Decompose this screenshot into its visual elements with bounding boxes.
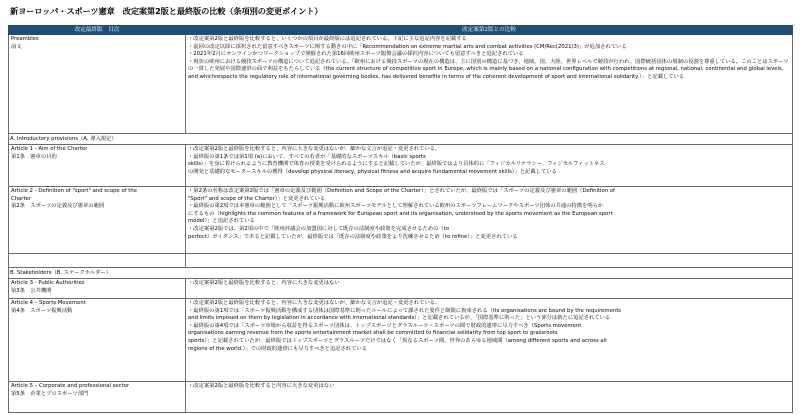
row-label-ja: 第2条 スポーツの定義及び憲章の範囲 — [11, 203, 105, 210]
spacer-cell — [9, 254, 186, 268]
table-row — [9, 187, 793, 254]
row-content-article2 — [186, 187, 793, 254]
list-item: ・現状の欧州における競技スポーツの構造について追記されている。「欧州における競技スポーツの現在の構造は、主に国別の構造に基づき、地域、国、大陸、世界レベルで競技が行われ、国際統括団体の規制の役割を尊重している。このことはスポーツの一貫した発展や国際連帯の面で利益をもたらしている（the current structure of competitive sport in Europe, which is mainly based on a national configuration with competitions at regional, national, continental and global levels, and whichrespects the regulatory role of international governing bodies, has delivered benefits in terms of the coherent development of sport and international solidarity.）」と記載している — [188, 58, 789, 80]
row-content-article1 — [186, 145, 793, 187]
list-item: perfect）ガイダンス」であると記載していたが、最終版では「既存の法制度や政策をより洗練させるため（to refine）」と変更されている — [188, 233, 518, 240]
list-item: ・前回の改定以降に採択された留意すべきスポーツに関する動きの中に「Recommendation on extreme martial arts and combat activities (CM/Rec(2021)3)」が追加されている — [188, 43, 627, 50]
spacer-cell — [186, 254, 793, 268]
row-label-article3 — [9, 279, 186, 299]
row-content-preambles — [186, 35, 793, 134]
list-item: ・最終版の第2項では本憲章の範囲として「スポーツ振興活動に欧州スポーツモデルとして理解されている欧州のスポーツフレームワークやスポーツ団体の共通の特徴を明らか — [188, 203, 604, 210]
table-header-row — [9, 26, 793, 35]
header-comparison: 改定案第2版との比較 — [186, 26, 793, 35]
comparison-table — [8, 25, 793, 413]
row-content-article4 — [186, 299, 793, 382]
row-label-en: Article 5 – Corporate and professional sector — [11, 383, 130, 389]
row-label-ja: 第1条 憲章の目的 — [11, 153, 57, 160]
list-item: ・改定案第2版と最終版を比較すると、内容に大きな変更はない — [188, 280, 340, 286]
header-toc: 改定最終版 目次 — [9, 26, 186, 35]
row-label-ja: 第4条 スポーツ振興活動 — [11, 307, 73, 314]
section-row-a — [9, 134, 793, 145]
section-row-b — [9, 268, 793, 279]
list-item: ・改定案第2版と最終版を比較すると、内容に大きな変更はないが、細かな文言が追記・変更されている。 — [188, 300, 441, 306]
row-label-en: Article 4 – Sports Movement — [11, 300, 86, 306]
list-item: にするもの（highlights the common features of a framework for European sport and its organisation, understood by the sports movement as the European sport — [188, 210, 613, 217]
document-title: 新ヨーロッパ・スポーツ憲章 改定案第2版と最終版の比較（条項別の変更ポイント） — [10, 6, 323, 16]
row-label-en: Article 1 - Aim of the Charter — [11, 146, 88, 152]
table-row — [9, 35, 793, 134]
row-content-article5 — [186, 382, 793, 413]
table-row — [9, 145, 793, 187]
list-item: ・改定案第2版と最終版を比較すると、いくつかの項目が最終版には追記されている。下記に主な追記内容を記載する — [188, 36, 467, 42]
row-label-en: Article 2 - Definition of "sport" and scope of the — [11, 188, 137, 194]
list-item: skills）」を身に着けられるように教育機関で体育の授業を受けられるようにすると記載していたが、最終版ではより具体的に「フィジカルリテラシー、フィジカルフィットネス — [188, 161, 605, 168]
list-item: organisations earning revenue from the sports entertainment market shall be committed to financial solidarity from top sport to grassroots — [188, 330, 558, 337]
table-row — [9, 299, 793, 382]
list-item: ・改定案第2版では、第2項の中で「欧州評議会の加盟国に対して既存の法制度や政策を完成させるための（to — [188, 225, 450, 232]
row-content-article3 — [186, 279, 793, 299]
list-item: の開発と基礎的なモータースキルの獲得（develop physical literacy, physical fitness and acquire fundamental movement skills）」と記載している — [188, 168, 557, 175]
list-item: model）」と追記されている — [188, 218, 255, 225]
section-fill-a — [186, 134, 793, 145]
list-item: ・2021年2月にオンラインかつワークショップで開催された第16回欧州スポーツ閣僚会議の採択内容についても留意すべきと追記されている — [188, 51, 524, 58]
row-label-en-cont: Charter — [11, 195, 31, 202]
section-title-b: B. Stakeholders（B. ステークホルダー） — [9, 268, 186, 279]
list-item: sports）」と記載されていたが、最終版ではトップスポーツとグラスルーツだけではなく「異なるスポーツ間、世界のあらゆる地域間（among different sports and across all — [188, 337, 607, 344]
table-row — [9, 382, 793, 413]
row-label-en: Article 3 - Public Authorities — [11, 280, 85, 286]
row-label-preambles — [9, 35, 186, 134]
row-label-article2 — [9, 187, 186, 254]
table-row — [9, 279, 793, 299]
row-label-article1 — [9, 145, 186, 187]
row-label-en: Preambles — [11, 36, 39, 42]
row-label-ja: 第5条 企業とプロスポーツ部門 — [11, 390, 89, 397]
list-item: ・最終版の第1条では第1項 (a)において、すべての若者が「基礎的なスポーツスキル（basic sports — [188, 153, 426, 160]
row-label-ja: 前文 — [11, 43, 22, 50]
list-item: and limits imposed on them by legislation in accordance with international standards）」と記載されているが、「国際基準に則った」という部分は新たに追記されている — [188, 315, 611, 322]
list-item: ・改定案第2版と最終版を比較すると内容に大きな変更はない — [188, 383, 335, 389]
list-item: ・最終版の第4項では「スポーツ市場から収益を得るスポーツ団体は、トップスポーツとグラスルーツ・スポーツの間で財政的連帯に尽力すべき（Sports movement — [188, 322, 582, 329]
row-label-article4 — [9, 299, 186, 382]
section-title-a: A. Introductory provisions（A. 導入規定） — [9, 134, 186, 145]
list-item: ・最終版の第1項では「スポーツ振興活動を構成する団体は国際基準に則ったルールによって課された要件と制限に拘束される（Its organisations are bound by the requirements — [188, 307, 622, 314]
row-label-article5 — [9, 382, 186, 413]
list-item: ・第2条の名称は改定案第2版では「憲章の定義及び範囲（Definition and Scope of the Charter）」とされていたが、最終版では「スポーツの定義及び憲章の範囲（Definition of — [188, 188, 615, 194]
row-label-ja: 第3条 公共機関 — [11, 287, 52, 294]
list-item: "Sport" and scope of the Charter）」と変更されている — [188, 195, 326, 202]
list-item: regions of the world.）」での財政的連帯にも尽力すべきと追記されている — [188, 345, 368, 352]
spacer-row — [9, 254, 793, 268]
section-fill-b — [186, 268, 793, 279]
list-item: ・改定案第2版と最終版を比較すると、内容に大きな変更はないが、細かな文言が追記・変更されている。 — [188, 146, 441, 152]
